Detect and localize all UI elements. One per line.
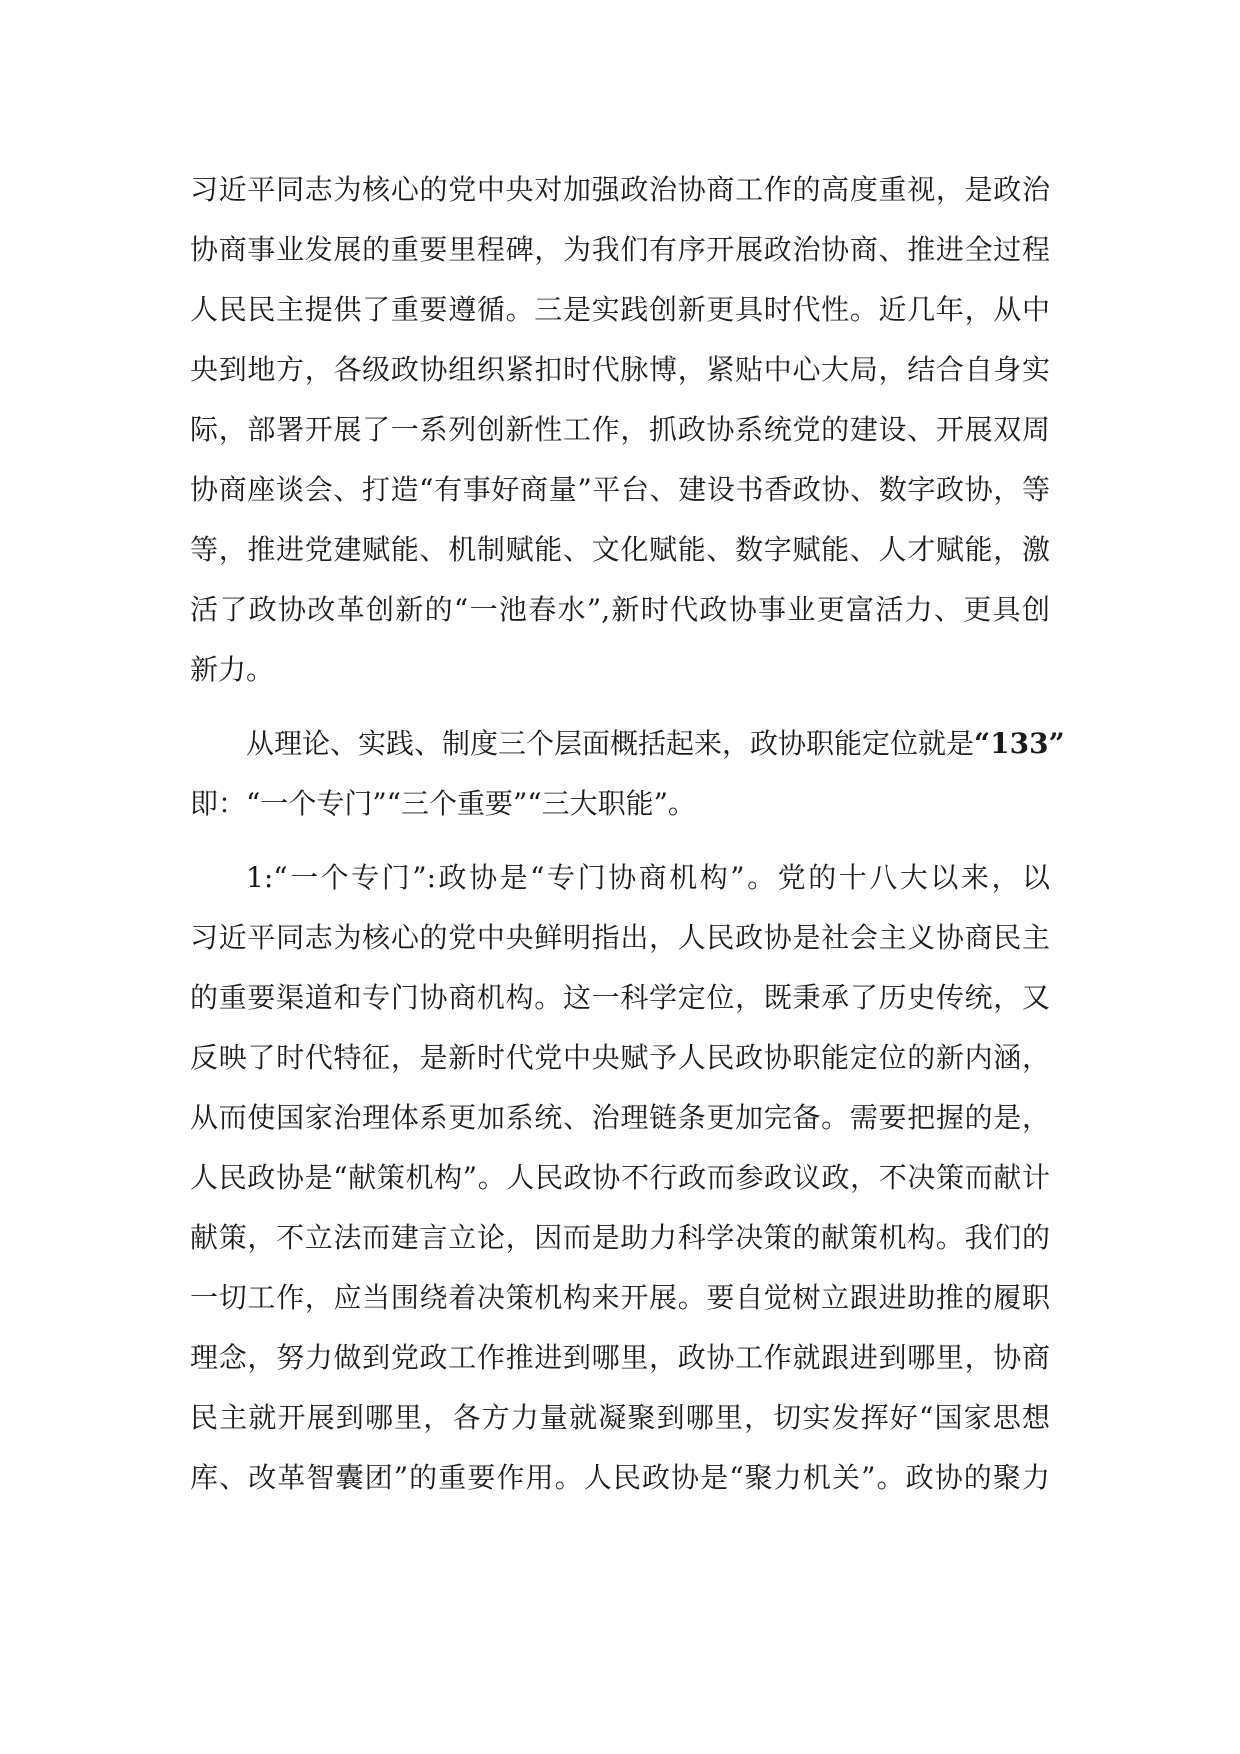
paragraph-3 (190, 848, 1050, 1508)
text-line: 库、改革智囊团”的重要作用。人民政协是“聚力机关”。政协的聚力 (190, 1461, 1050, 1494)
document-body (190, 160, 1065, 1508)
text-line: 理念，努力做到党政工作推进到哪里，政协工作就跟进到哪里，协商 (190, 1341, 1050, 1374)
text-line: 从而使国家治理体系更加系统、治理链条更加完备。需要把握的是， (190, 1101, 1050, 1134)
text-line: 即：“一个专门”“三个重要”“三大职能”。 (190, 787, 696, 820)
text-line: 际，部署开展了一系列创新性工作，抓政协系统党的建设、开展双周 (190, 413, 1050, 446)
text-line: 习近平同志为核心的党中央对加强政治协商工作的高度重视，是政治 (190, 173, 1050, 206)
text-line: 协商座谈会、打造“有事好商量”平台、建设书香政协、数字政协，等 (190, 473, 1050, 506)
text-line: 习近平同志为核心的党中央鲜明指出，人民政协是社会主义协商民主 (190, 921, 1050, 954)
text-line: 的重要渠道和专门协商机构。这一科学定位，既秉承了历史传统，又 (190, 981, 1050, 1014)
text-line: 协商事业发展的重要里程碑，为我们有序开展政治协商、推进全过程 (190, 233, 1050, 266)
text-line: 新力。 (190, 653, 275, 686)
paragraph-spacer (190, 700, 1050, 714)
text-line: 活了政协改革创新的“一池春水”,新时代政协事业更富活力、更具创 (190, 593, 1050, 626)
text-line: 人民民主提供了重要遵循。三是实践创新更具时代性。近几年，从中 (190, 293, 1050, 326)
text-line: 反映了时代特征，是新时代党中央赋予人民政协职能定位的新内涵， (190, 1041, 1050, 1074)
text-line: 央到地方，各级政协组织紧扣时代脉博，紧贴中心大局，结合自身实 (190, 353, 1050, 386)
paragraph-spacer (190, 834, 1050, 848)
text-line: 献策，不立法而建言立论，因而是助力科学决策的献策机构。我们的 (190, 1221, 1050, 1254)
text-line: 民主就开展到哪里，各方力量就凝聚到哪里，切实发挥好“国家思想 (190, 1401, 1050, 1434)
text-line: 人民政协是“献策机构”。人民政协不行政而参政议政，不决策而献计 (190, 1161, 1050, 1194)
text-line (190, 714, 1065, 774)
emphasis-text: “133” (974, 727, 1065, 760)
text-line: 1:“一个专门”:政协是“专门协商机构”。党的十八大以来，以 (246, 861, 1050, 894)
text-run: 从理论、实践、制度三个层面概括起来，政协职能定位就是 (246, 727, 975, 760)
paragraph-1 (190, 160, 1050, 700)
paragraph-2 (190, 714, 1065, 834)
text-line: 一切工作，应当围绕着决策机构来开展。要自觉树立跟进助推的履职 (190, 1281, 1050, 1314)
text-line: 等，推进党建赋能、机制赋能、文化赋能、数字赋能、人才赋能，激 (190, 533, 1050, 566)
